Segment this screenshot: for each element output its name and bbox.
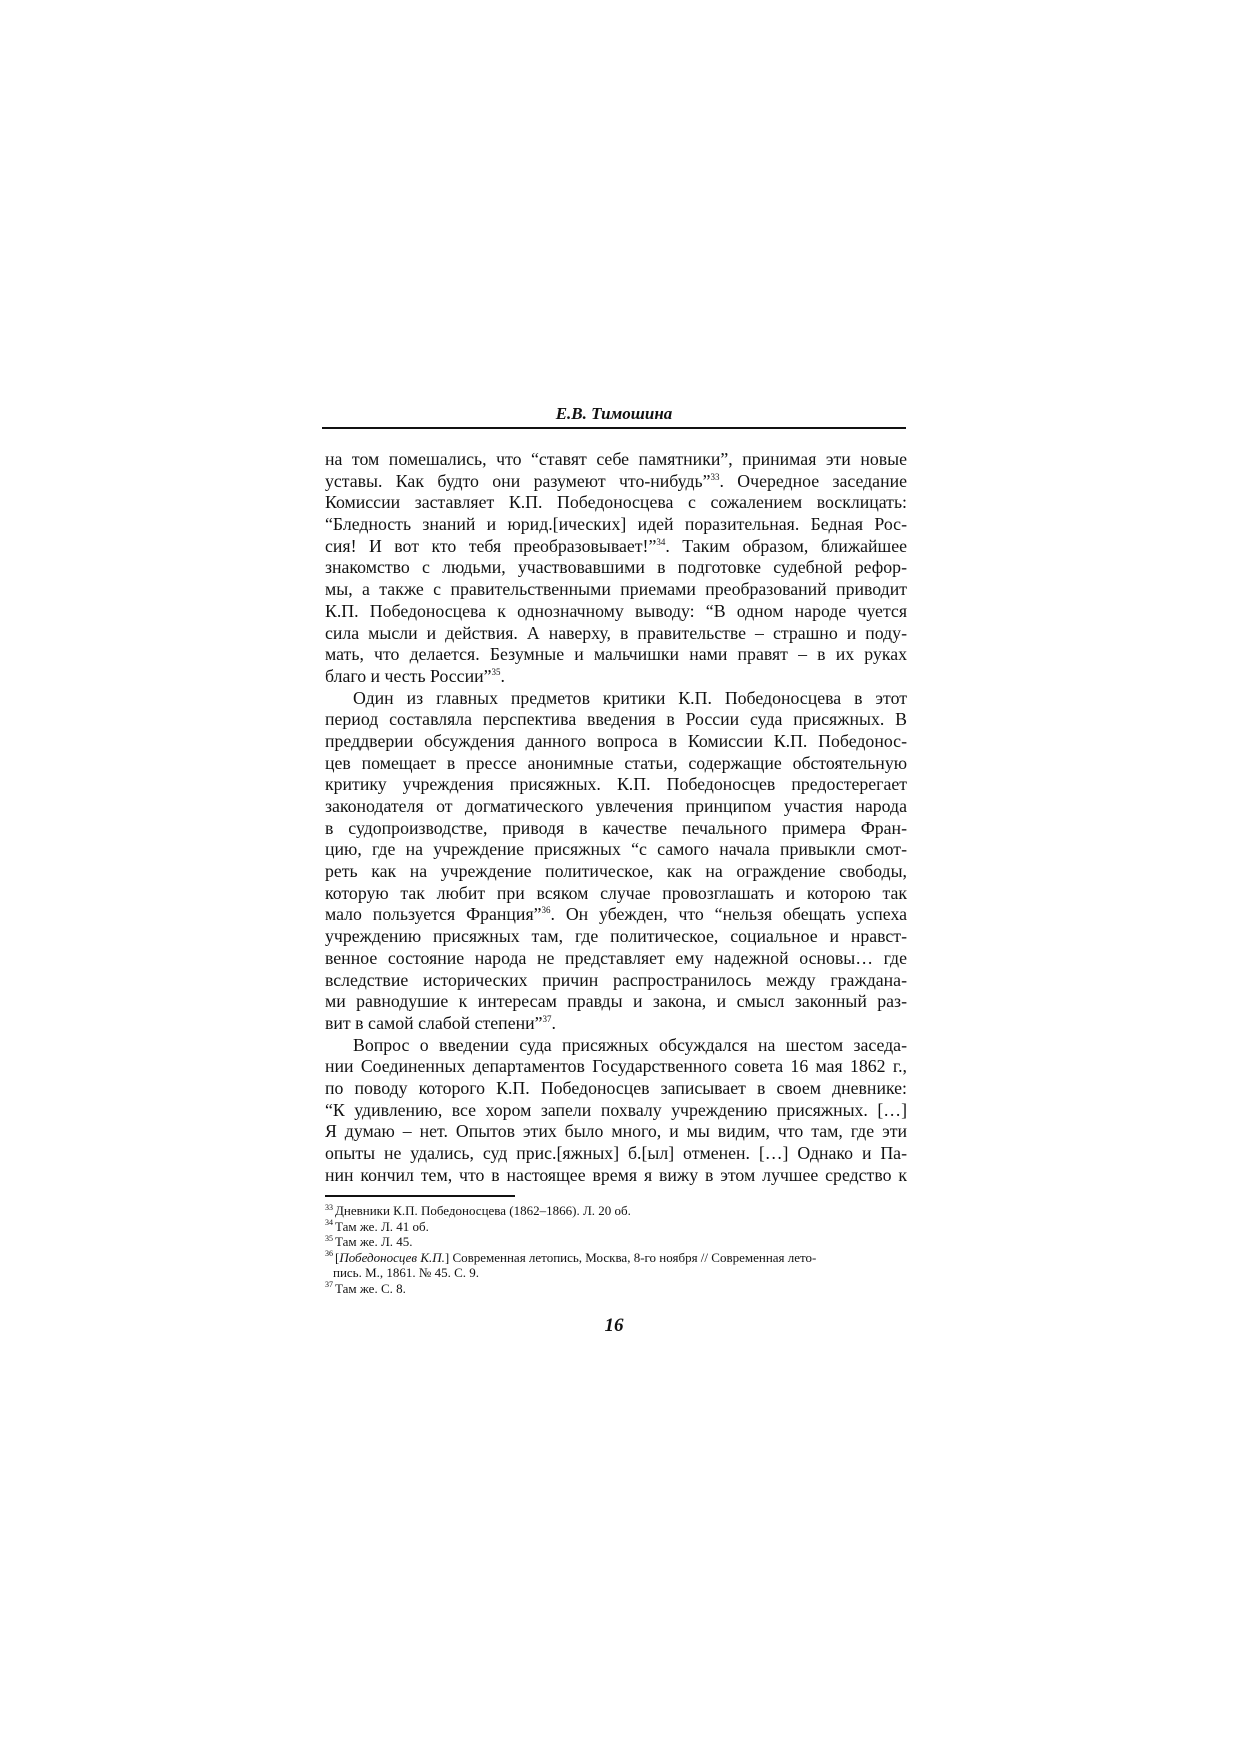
text-line: “Бледность знаний и юрид.[ических] идей поразительная. Бедная Рос- [325,514,907,535]
text-line: нии Соединенных департаментов Государственного совета 16 мая 1862 г., [325,1056,907,1077]
text-line: мать, что делается. Безумные и мальчишки нами правят – в их руках [325,644,907,665]
footnotes [325,1203,907,1296]
footnote-35: $^{35}$ Там же. Л. 45. [325,1233,413,1249]
footnote-rule [325,1195,515,1197]
text-line: реть как на учреждение политическое, как на ограждение свободы, [325,861,907,882]
text-line: К.П. Победоносцева к однозначному выводу: “В одном народе чуется [325,600,907,621]
text-line: цев помещает в прессе анонимные статьи, содержащие обстоятельную [325,752,907,773]
header-rule [322,427,906,429]
text-line: критику учреждения присяжных. К.П. Победоносцев предостерегает [325,774,907,795]
text-line: вследствие исторических причин распространилось между граждана- [325,969,907,990]
footnote-ref[interactable]: 36 [541,905,551,916]
running-head: Е.В. Тимошина [555,404,673,423]
text-line: сила мысли и действия. А наверху, в правительстве – страшно и поду- [325,622,907,643]
text-line: Вопрос о введении суда присяжных обсуждался на шестом заседа- [353,1034,907,1055]
text-line: вит в самой слабой степени”$^{37}$. [325,1012,556,1033]
footnote-ref[interactable]: 33 [710,471,720,482]
text-line: мы, а также с правительственными приемами преобразований приводит [325,579,907,600]
text-line: Комиссии заставляет К.П. Победоносцева с сожалением восклицать: [325,492,907,513]
text-line: законодателя от догматического увлечения принципом участия народа [325,796,907,816]
text-line: период составляла перспектива введения в России суда присяжных. В [325,709,907,730]
footnote-34: $^{34}$ Там же. Л. 41 об. [325,1218,429,1234]
footnote-36-continued: пись. М., 1861. № 45. С. 9. [333,1265,479,1280]
body-text [325,449,907,1186]
text-line: венное состояние народа не представляет ему надежной основы… где [325,947,907,968]
text-line: уставы. Как будто они разумеют что-нибудь”$^{33}$. Очередное заседание [325,470,907,491]
page-number: 16 [604,1315,624,1336]
footnote-33: $^{33}$ Дневники К.П. Победоносцева (1862–1866). Л. 20 об. [325,1202,631,1218]
text-line: нин кончил тем, что в настоящее время я вижу в этом лучшее средство к [325,1164,907,1185]
text-line: опыты не удались, суд прис.[яжных] б.[ыл] отменен. […] Однако и Па- [325,1143,907,1163]
footnote-ref[interactable]: 37 [542,1013,552,1024]
text-line: ми равнодушие к интересам правды и закона, и смысл законный раз- [325,991,907,1012]
text-line: на том помешались, что “ставят себе памятники”, принимая эти новые [325,449,907,469]
text-line: благо и честь России”$^{35}$. [325,665,505,686]
text-line: сия! И вот кто тебя преобразовывает!”$^{34}$. Таким образом, ближайшее [325,535,907,556]
footnote-36: $^{36}$ [Победоносцев К.П.] Современная летопись, Москва, 8-го ноября // Современная лето- [325,1249,817,1265]
text-line: которую так любит при всяком случае провозглашать и которою так [325,882,907,903]
footnote-ref[interactable]: 34 [656,536,666,547]
text-line: преддверии обсуждения данного вопроса в Комиссии К.П. Победонос- [325,730,907,751]
text-line: мало пользуется Франция”$^{36}$. Он убежден, что “нельзя обещать успеха [325,904,907,925]
text-line: цию, где на учреждение присяжных “с самого начала привыкли смот- [325,839,907,860]
text-line: знакомство с людьми, участвовавшими в подготовке судебной рефор- [325,557,907,578]
text-line: “К удивлению, все хором запели похвалу учреждению присяжных. […] [325,1099,907,1120]
text-line: Я думаю – нет. Опытов этих было много, и мы видим, что там, где эти [325,1121,907,1142]
text-line: в судопроизводстве, приводя в качестве печального примера Фран- [325,817,907,838]
text-line: по поводу которого К.П. Победоносцев записывает в своем дневнике: [325,1077,907,1098]
text-line: учреждению присяжных там, где политическое, социальное и нравст- [325,926,907,947]
text-line: Один из главных предметов критики К.П. Победоносцева в этот [353,687,907,708]
footnote-37: $^{37}$ Там же. С. 8. [325,1280,406,1296]
footnote-ref[interactable]: 35 [491,666,501,677]
